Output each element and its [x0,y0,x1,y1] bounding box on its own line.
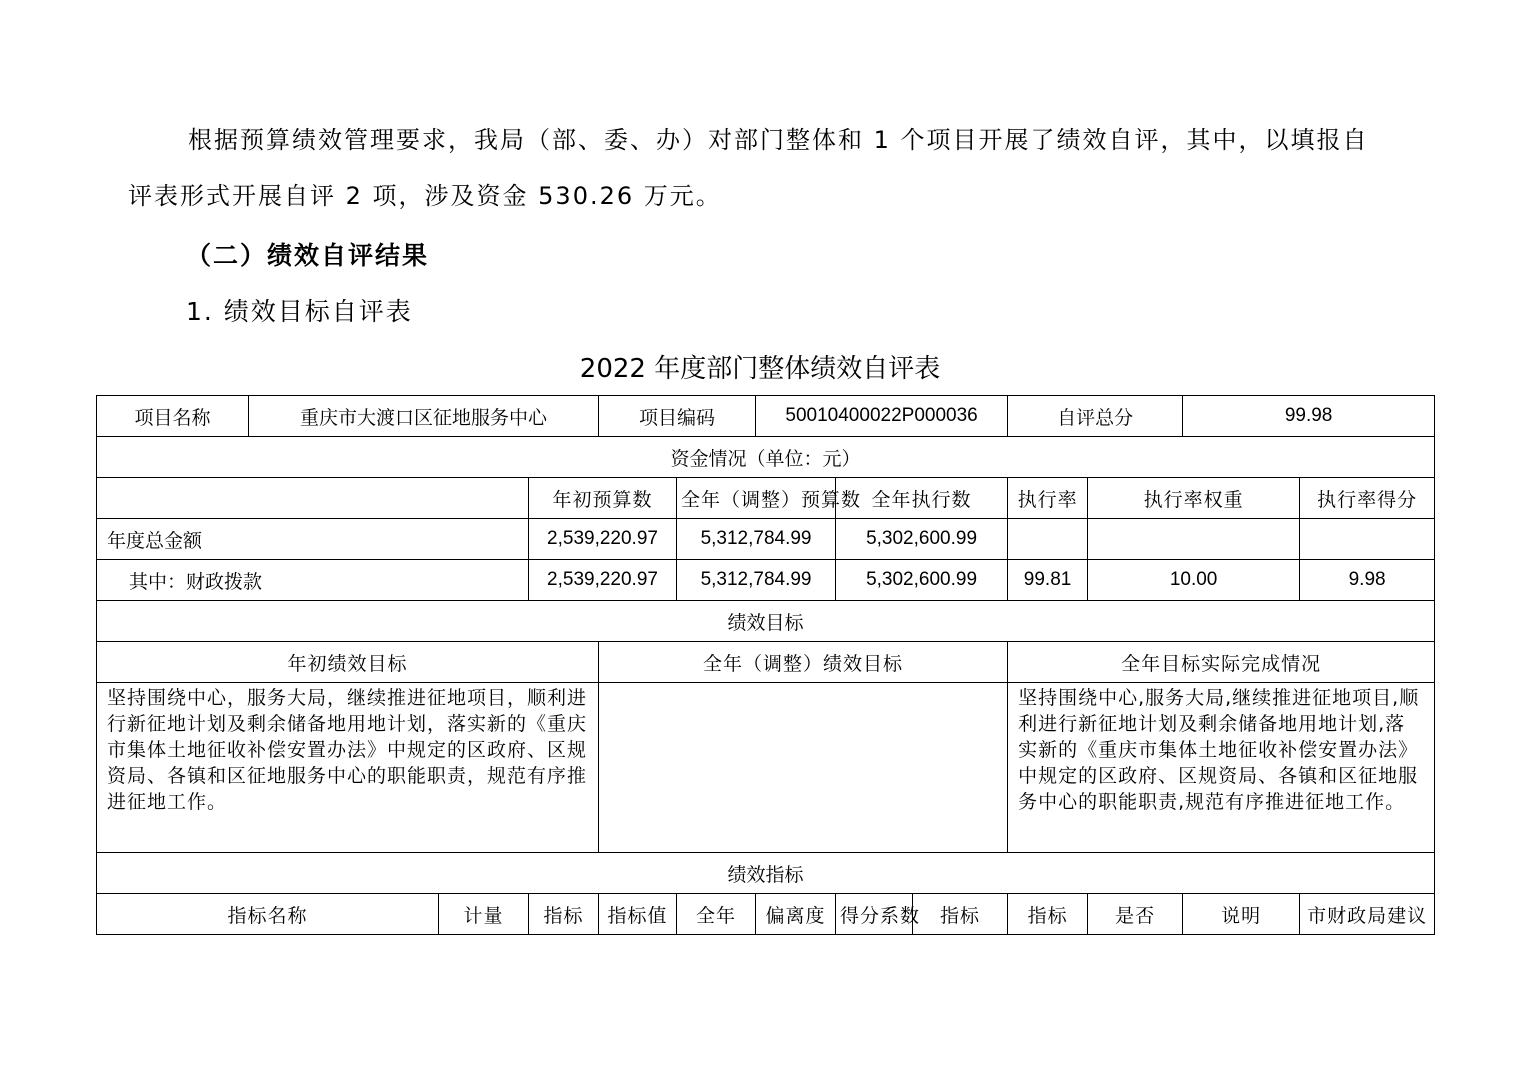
intro-text: 根据预算绩效管理要求，我局（部、委、办）对部门整体和 1 个项目开展了绩效自评，其中，以填报自评表形式开展自评 2 项，涉及资金 530.26 万元。 [128,126,1369,210]
funds-cell: 10.00 [1088,560,1300,601]
ind-col: 指标 [529,894,599,935]
funds-col-rate: 执行率 [1008,478,1088,519]
funds-col-blank [97,478,529,519]
goals-actual-text: 坚持围绕中心,服务大局,继续推进征地项目,顺利进行新征地计划及剩余储备地用地计划,落实新的《重庆市集体土地征收补偿安置办法》中规定的区政府、区规资局、各镇和区征地服务中心的职能职责,规范有序推进征地工作。 [1008,683,1435,853]
funds-header-row [97,437,1435,478]
funds-col-initial-budget: 年初预算数 [529,478,677,519]
project-name-value: 重庆市大渡口区征地服务中心 [249,396,599,437]
ind-col: 说明 [1183,894,1300,935]
project-code-value: 50010400022P000036 [756,396,1008,437]
project-code-label: 项目编码 [599,396,756,437]
funds-col-rate-weight: 执行率权重 [1088,478,1300,519]
ind-col: 指标 [913,894,1008,935]
funds-cell: 2,539,220.97 [529,519,677,560]
funds-cell: 2,539,220.97 [529,560,677,601]
section-heading: （二）绩效自评结果 [186,241,430,270]
ind-col: 指标 [1008,894,1088,935]
goals-columns-row [97,642,1435,683]
ind-col: 市财政局建议 [1300,894,1435,935]
ind-col: 计量 [439,894,529,935]
funds-columns-row [97,478,1435,519]
funds-cell: 9.98 [1300,560,1435,601]
ind-col: 是否 [1088,894,1183,935]
funds-cell: 5,312,784.99 [677,560,836,601]
goals-adjusted-text [599,683,1008,853]
indicators-header-row [97,853,1435,894]
table-row [97,560,1435,601]
project-info-row [97,396,1435,437]
goals-col-actual: 全年目标实际完成情况 [1008,642,1435,683]
funds-cell [1088,519,1300,560]
funds-header: 资金情况（单位：元） [97,437,1435,478]
ind-col: 全年 [677,894,756,935]
table-row [97,519,1435,560]
funds-col-adjusted-budget: 全年（调整）预算数 [677,478,836,519]
funds-cell: 5,302,600.99 [836,560,1008,601]
self-score-value: 99.98 [1183,396,1435,437]
goals-initial-text: 坚持围绕中心，服务大局，继续推进征地项目，顺利进行新征地计划及剩余储备地用地计划，落实新的《重庆市集体土地征收补偿安置办法》中规定的区政府、区规资局、各镇和区征地服务中心的职能职责，规范有序推进征地工作。 [97,683,599,853]
indicators-columns-row [97,894,1435,935]
ind-col: 指标值 [599,894,677,935]
ind-col: 得分系数 [836,894,913,935]
indicators-header: 绩效指标 [97,853,1435,894]
funds-row-label: 其中：财政拨款 [97,560,529,601]
table-title: 2022 年度部门整体绩效自评表 [579,354,941,384]
goals-values-row [97,683,1435,853]
goals-header: 绩效目标 [97,601,1435,642]
project-name-label: 项目名称 [97,396,249,437]
self-evaluation-table [96,395,1435,935]
goals-header-row [97,601,1435,642]
funds-col-rate-score: 执行率得分 [1300,478,1435,519]
intro-paragraph [128,112,1390,224]
funds-cell [1300,519,1435,560]
funds-col-executed: 全年执行数 [836,478,1008,519]
goals-col-initial: 年初绩效目标 [97,642,599,683]
funds-row-label: 年度总金额 [97,519,529,560]
funds-cell: 5,312,784.99 [677,519,836,560]
subsection-heading: 1. 绩效目标自评表 [186,297,413,326]
goals-col-adjusted: 全年（调整）绩效目标 [599,642,1008,683]
ind-col-name: 指标名称 [97,894,439,935]
ind-col: 偏离度 [756,894,836,935]
funds-cell: 99.81 [1008,560,1088,601]
funds-cell: 5,302,600.99 [836,519,1008,560]
funds-cell [1008,519,1088,560]
self-score-label: 自评总分 [1008,396,1183,437]
